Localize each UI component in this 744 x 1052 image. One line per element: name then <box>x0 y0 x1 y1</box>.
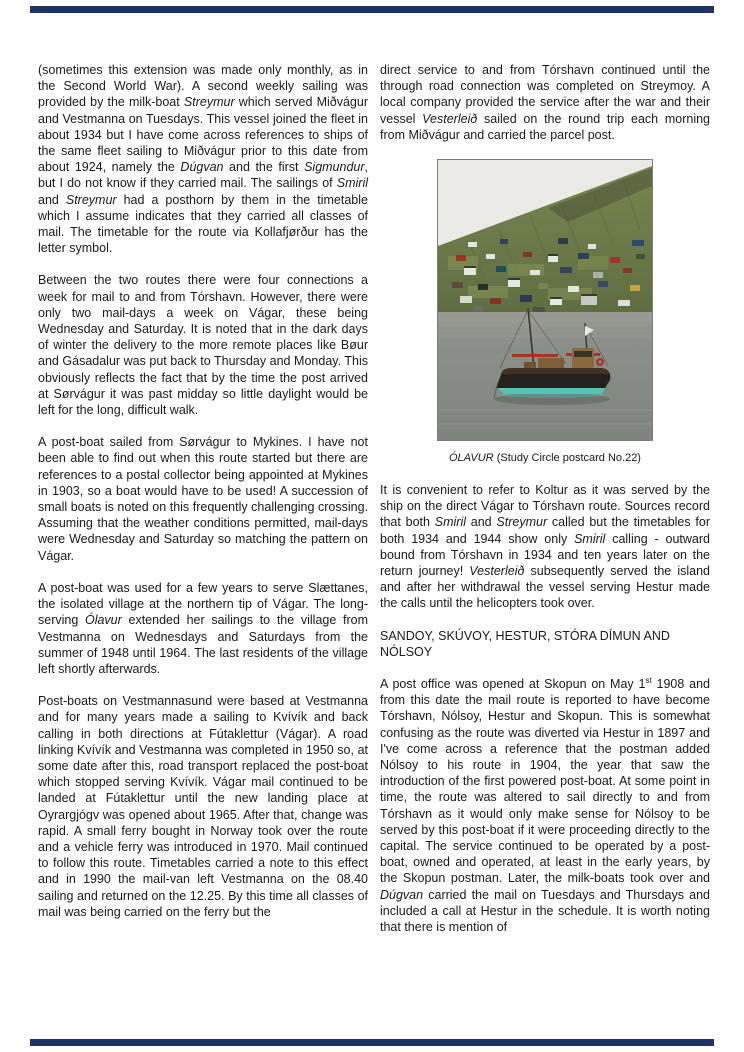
photo-olavur-postcard <box>437 159 653 441</box>
paragraph: (sometimes this extension was made only monthly, as in the Second World War). A second weekly sailing was provided by the milk-boat Streymur which served Miðvágur and Vestmanna on Tuesdays. This vessel joined the fleet in about 1934 but I have come across references to ships of the same fleet sailing to Miðvágur prior to this date from about 1924, namely the Dúgvan and the first Sigmundur, but I do not know if they carried mail. The sailings of Smiril and Streymur had a posthorn by them in the timetable which I assume indicates that they carried all classes of mail. The timetable for the route via Kollafjørður has the letter symbol. <box>38 63 369 256</box>
bottom-rule-bar <box>30 1039 714 1046</box>
paragraph: Post-boats on Vestmannasund were based at Vestmanna and for many years made a sailing to Kvívík and back calling in both directions at Fútaklettur (Vágar). A road linking Kvívík and Vestmanna was completed in 1950 so, at some date after this, road transport replaced the post-boat which stopped serving Kvívík. Vágar mail continued to be landed at Fútaklettur until the new landing place at Oyrargjógv was opened about 1965. After that, change was rapid. A small ferry bought in Norway took over the route and a vehicle ferry was introduced in 1970. Mail continued to follow this route. Timetables carried a note to this effect and in 1990 the mail-van left Vestmanna on the 08.40 sailing and returned on the 12.25. By this time all classes of mail was being carried on the ferry but the <box>38 694 368 919</box>
paragraph: A post-boat sailed from Sørvágur to Mykines. I have not been able to find out when this route started but there are references to a postal collector being appointed at Mykines in 1903, so a boat would have to be used! A succession of small boats is noted on this frequently challenging crossing. Assuming that the weather conditions permitted, mail-days were Wednesday and Saturday so matching the pattern on Vágar. <box>38 435 368 563</box>
photo-illustration <box>438 160 652 440</box>
section-heading: SANDOY, SKÚVOY, HESTUR, STÓRA DÍMUN AND NÓLSOY <box>380 628 670 659</box>
paragraph: Between the two routes there were four connections a week for mail to and from Tórshavn. However, there were only two mail-days a week on Vágar, these being Wednesday and Saturday. It is noted that in the dark days of winter the delivery to the more remote places like Bøur and Gásadalur was put back to Thursday and Monday. This obviously reflects the fact that by the time the post arrived at Sørvágur it was past midday so little daylight would be left for the long, difficult walk. <box>38 273 368 418</box>
right-column <box>380 62 710 951</box>
left-column <box>38 62 368 936</box>
photo-caption: ÓLAVUR (Study Circle postcard No.22) <box>449 452 641 465</box>
paragraph: A post-boat was used for a few years to serve Slættanes, the isolated village at the northern tip of Vágar. The long-serving Ólavur extended her sailings to the village from Vestmanna on Wednesdays and Saturdays from the summer of 1948 until 1964. The last residents of the village left shortly afterwards. <box>38 580 368 676</box>
paragraph: A post office was opened at Skopun on May 1st 1908 and from this date the mail route is reported to have become Tórshavn, Nólsoy, Hestur and Skopun. This is somewhat confusing as the route was diverted via Hestur in 1897 and I've come across a reference that the postman added Nólsoy to his route in 1904, the year that saw the introduction of the first powered post-boat. At some point in time, the route was altered to sail directly to and from Tórshavn as it would only make sense for Nólsoy to be served by this post-boat if it were proceeding directly to the capital. The service continued to be operated by a post-boat, owned and operated, at least in the early years, by the Skopun postman. Later, the milk-boats took over and Dúgvan carried the mail on Tuesdays and Thursdays and included a call at Hestur in the schedule. It is worth noting that there is mention of <box>380 675 710 935</box>
top-rule-bar <box>30 6 714 13</box>
paragraph: It is convenient to refer to Koltur as it was served by the ship on the direct Vágar to Tórshavn route. Sources record that both Smiril and Streymur called but the timetables for both 1934 and 1944 show only Smiril calling - outward bound from Tórshavn in 1934 and ten years later on the return journey! Vesterleið subsequently served the island and after her withdrawal the vessel serving Hestur made the calls until the helicopters took over. <box>380 483 710 611</box>
paragraph: direct service to and from Tórshavn continued until the through road connection was completed on Streymoy. A local company provided the service after the war and their vessel Vesterleið sailed on the round trip each morning from Miðvágur and carried the parcel post. <box>380 63 710 142</box>
